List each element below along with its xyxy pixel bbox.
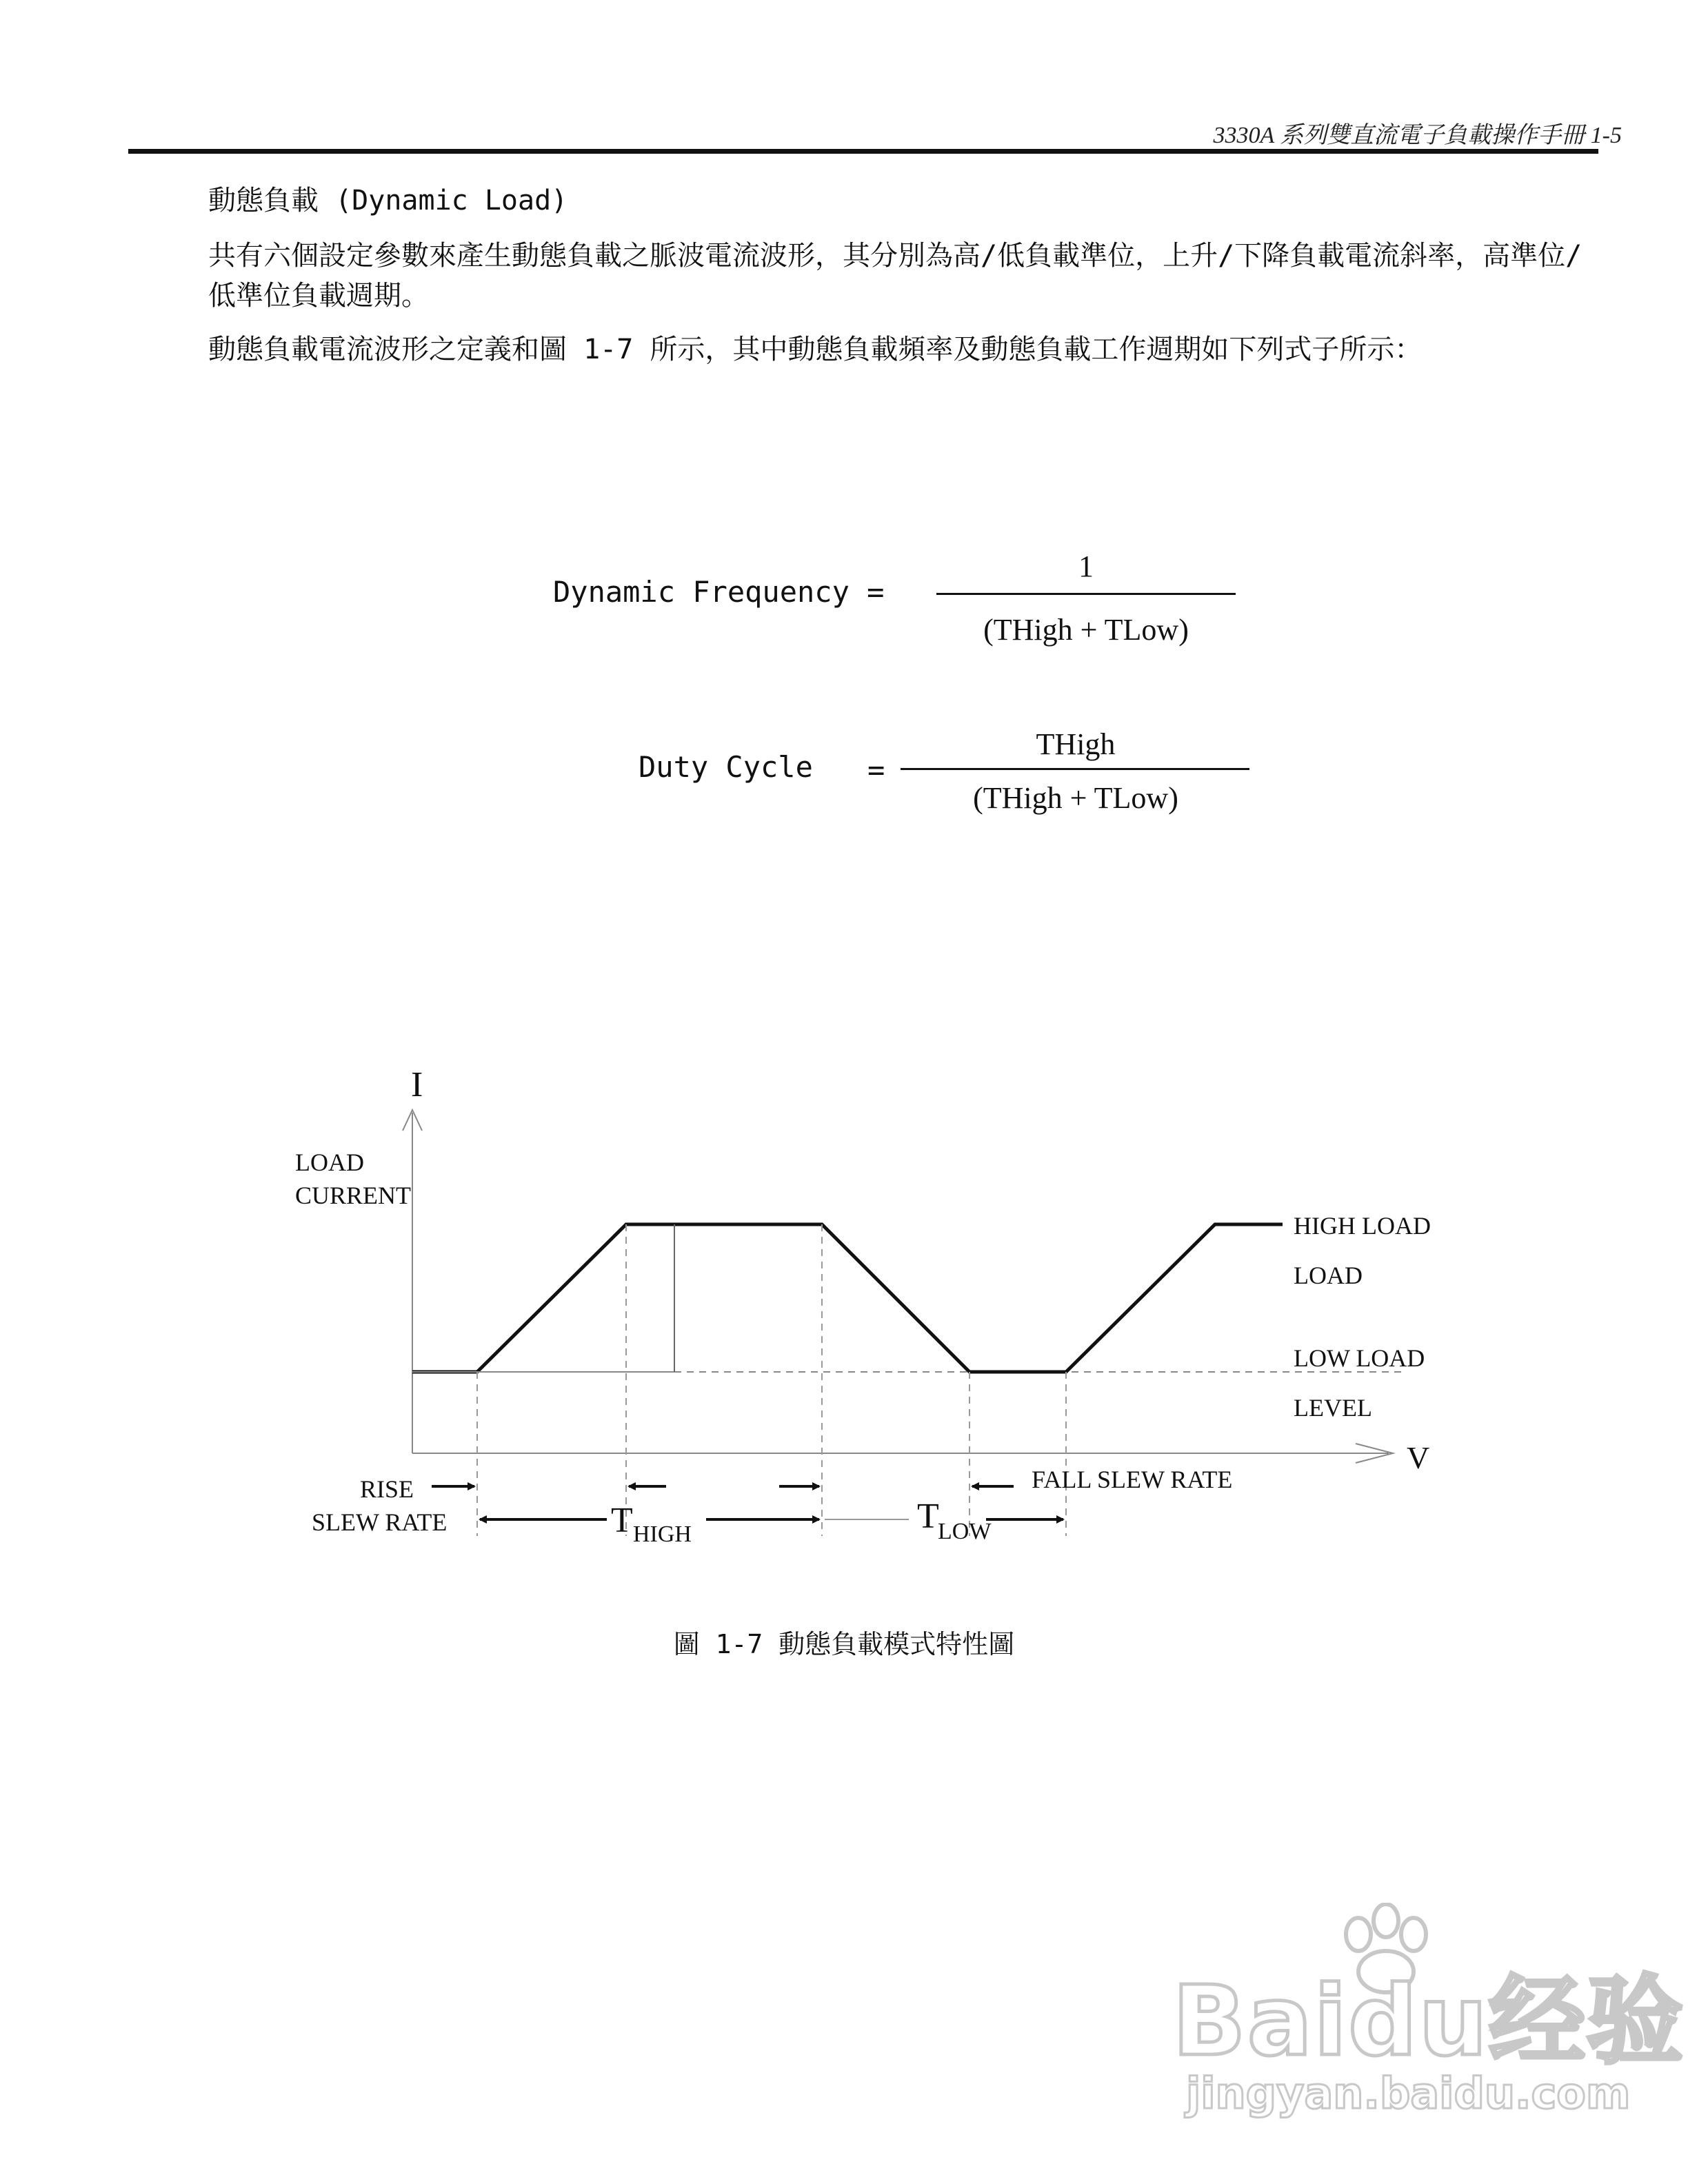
section-heading: 動態負載 (Dynamic Load) xyxy=(208,185,568,216)
duty-equals-sign: = xyxy=(867,753,885,787)
t-high-label: T xyxy=(611,1501,633,1540)
frequency-numerator: 1 xyxy=(1078,549,1094,583)
timing-markers xyxy=(477,1224,1066,1536)
running-header: 3330A 系列雙直流電子負載操作手冊 1-5 xyxy=(1213,123,1622,148)
baidu-watermark xyxy=(1172,1903,1685,2165)
load-current-label-line2: CURRENT xyxy=(295,1182,412,1209)
frequency-denominator: (THigh + TLow) xyxy=(983,613,1189,647)
watermark-logo: Baidu经验 xyxy=(1172,1965,1685,2078)
high-load-label-line2: LOAD xyxy=(1294,1262,1363,1289)
low-load-label-line2: LEVEL xyxy=(1294,1394,1372,1422)
t-low-subscript: LOW xyxy=(938,1519,992,1544)
load-current-label-line1: LOAD xyxy=(295,1149,364,1176)
duty-formula-label: Duty Cycle xyxy=(639,750,813,784)
frequency-formula-label: Dynamic Frequency = xyxy=(553,575,885,609)
low-load-label-line1: LOW LOAD xyxy=(1294,1344,1425,1372)
high-load-label-line1: HIGH LOAD xyxy=(1294,1212,1431,1240)
paragraph-parameters: 共有六個設定參數來產生動態負載之脈波電流波形，其分別為高/低負載準位，上升/下降負載電流斜率，高準位/低準位負載週期。 xyxy=(208,240,1582,312)
figure-caption: 圖 1-7 動態負載模式特性圖 xyxy=(673,1629,1015,1659)
y-axis-label: I xyxy=(411,1065,423,1104)
duty-denominator: (THigh + TLow) xyxy=(973,781,1178,815)
watermark-url: jingyan.baidu.com xyxy=(1186,2068,1631,2119)
rise-slew-label-line1: RISE xyxy=(360,1475,414,1503)
rise-slew-label-line2: SLEW RATE xyxy=(312,1508,448,1536)
duty-numerator: THigh xyxy=(1036,727,1116,761)
paragraph-definition: 動態負載電流波形之定義和圖 1-7 所示，其中動態負載頻率及動態負載工作週期如下列式子所示： xyxy=(208,334,1423,365)
fall-slew-label: FALL SLEW RATE xyxy=(1032,1466,1233,1493)
t-low-label: T xyxy=(917,1497,939,1536)
t-high-subscript: HIGH xyxy=(633,1521,692,1547)
x-axis-label: V xyxy=(1407,1440,1430,1475)
current-waveform xyxy=(412,1224,1283,1372)
